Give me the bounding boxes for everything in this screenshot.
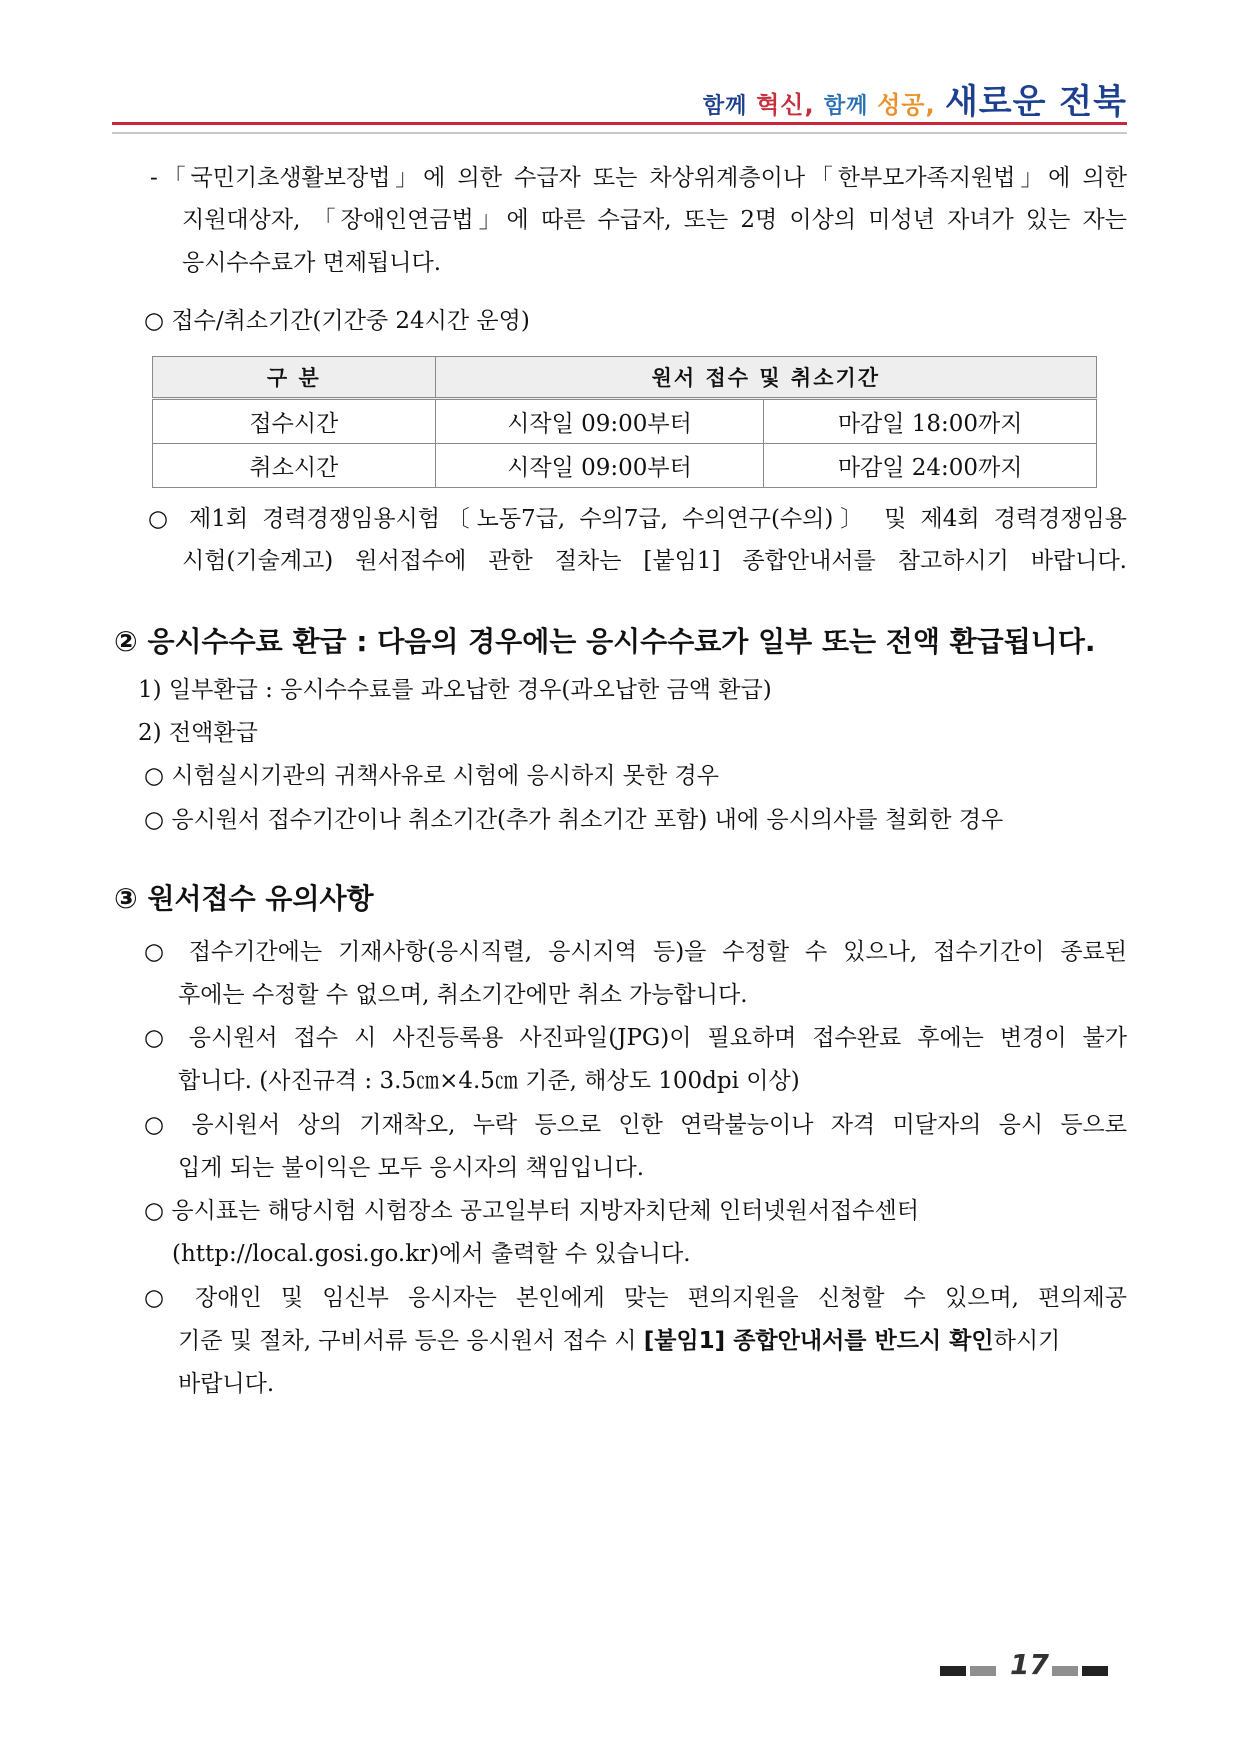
table-cell: 시작일 09:00부터 <box>435 444 764 488</box>
slogan-part-3: 함께 <box>823 94 878 119</box>
refund-item-partial: 1) 일부환급 : 응시수수료를 과오납한 경우(과오납한 금액 환급) <box>138 677 772 703</box>
table-header-row <box>153 357 1097 399</box>
slogan-part-4: 성공, <box>877 91 945 119</box>
table-header-category: 구 분 <box>153 357 436 399</box>
caution-5-line-2-end: 하시기 <box>993 1328 1061 1354</box>
caution-4-line-1: ○ 응시표는 해당시험 시험장소 공고일부터 지방자치단체 인터넷원서접수센터 <box>144 1198 919 1224</box>
schedule-table <box>152 356 1097 488</box>
caution-5-line-2-text: 기준 및 절차, 구비서류 등은 응시원서 접수 시 <box>178 1328 644 1354</box>
caution-5-line-2 <box>178 1326 1060 1356</box>
caution-2-line-2: 합니다. (사진규격 : 3.5㎝×4.5㎝ 기준, 해상도 100dpi 이상) <box>178 1068 800 1094</box>
header-rule-red <box>112 122 1127 125</box>
attachment-emphasis: [붙임1] 종합안내서를 반드시 확인 <box>643 1328 994 1354</box>
table-cell: 취소시간 <box>153 444 436 488</box>
exam-note-line-2: 시험(기술계고) 원서접수에 관한 절차는 [붙임1] 종합안내서를 참고하시기 바랍니다. <box>182 548 1127 574</box>
table-header-period: 원서 접수 및 취소기간 <box>435 357 1096 399</box>
exemption-note-line-2: 지원대상자, 「장애인연금법」에 따른 수급자, 또는 2명 이상의 미성년 자녀가 있는 자는 <box>182 207 1127 233</box>
table-cell: 접수시간 <box>153 399 436 444</box>
exemption-note-line-1: -「국민기초생활보장법」에 의한 수급자 또는 차상위계층이나「한부모가족지원법」에 의한 <box>150 165 1127 191</box>
header-rule-gray <box>112 132 1127 134</box>
caution-5-line-3: 바랍니다. <box>178 1371 275 1397</box>
page-deco-bar <box>1082 1666 1108 1676</box>
caution-5-line-1: ○ 장애인 및 임신부 응시자는 본인에게 맞는 편의지원을 신청할 수 있으며, 편의제공 <box>144 1285 1127 1311</box>
caution-1-line-1: ○ 접수기간에는 기재사항(응시직렬, 응시지역 등)을 수정할 수 있으나, 접수기간이 종료된 <box>144 939 1127 965</box>
table-row <box>153 399 1097 444</box>
refund-case-2: ○ 응시원서 접수기간이나 취소기간(추가 취소기간 포함) 내에 응시의사를 철회한 경우 <box>144 807 1004 833</box>
slogan-part-5: 새로운 전북 <box>944 82 1127 122</box>
page-deco-bar <box>940 1666 966 1676</box>
section-3-heading: ③ 원서접수 유의사항 <box>114 882 374 915</box>
table-cell: 마감일 24:00까지 <box>764 444 1097 488</box>
exam-note-line-1: ○ 제1회 경력경쟁임용시험〔노동7급, 수의7급, 수의연구(수의)〕 및 제4회 경력경쟁임용 <box>148 506 1127 532</box>
slogan-part-1: 함께 <box>702 94 757 119</box>
refund-case-1: ○ 시험실시기관의 귀책사유로 시험에 응시하지 못한 경우 <box>144 763 719 789</box>
slogan-part-2: 혁신, <box>756 91 824 119</box>
page-deco-bar <box>1052 1666 1078 1676</box>
caution-4-line-2: (http://local.gosi.go.kr)에서 출력할 수 있습니다. <box>172 1241 691 1267</box>
period-label: ○ 접수/취소기간(기간중 24시간 운영) <box>144 308 530 334</box>
page-deco-bar <box>970 1666 996 1676</box>
table-cell: 시작일 09:00부터 <box>435 399 764 444</box>
section-2-heading: ② 응시수수료 환급 : 다음의 경우에는 응시수수료가 일부 또는 전액 환급됩니다. <box>114 625 1096 658</box>
caution-3-line-2: 입게 되는 불이익은 모두 응시자의 책임입니다. <box>178 1155 645 1181</box>
table-cell: 마감일 18:00까지 <box>764 399 1097 444</box>
exemption-note-line-3: 응시수수료가 면제됩니다. <box>182 250 442 276</box>
caution-2-line-1: ○ 응시원서 접수 시 사진등록용 사진파일(JPG)이 필요하며 접수완료 후에는 변경이 불가 <box>144 1025 1127 1051</box>
refund-item-full: 2) 전액환급 <box>138 720 258 746</box>
header-slogan <box>703 74 1127 123</box>
caution-1-line-2: 후에는 수정할 수 없으며, 취소기간에만 취소 가능합니다. <box>178 982 748 1008</box>
table-row <box>153 444 1097 488</box>
page-number: 17 <box>1010 1648 1049 1681</box>
caution-3-line-1: ○ 응시원서 상의 기재착오, 누락 등으로 인한 연락불능이나 자격 미달자의 응시 등으로 <box>144 1112 1127 1138</box>
